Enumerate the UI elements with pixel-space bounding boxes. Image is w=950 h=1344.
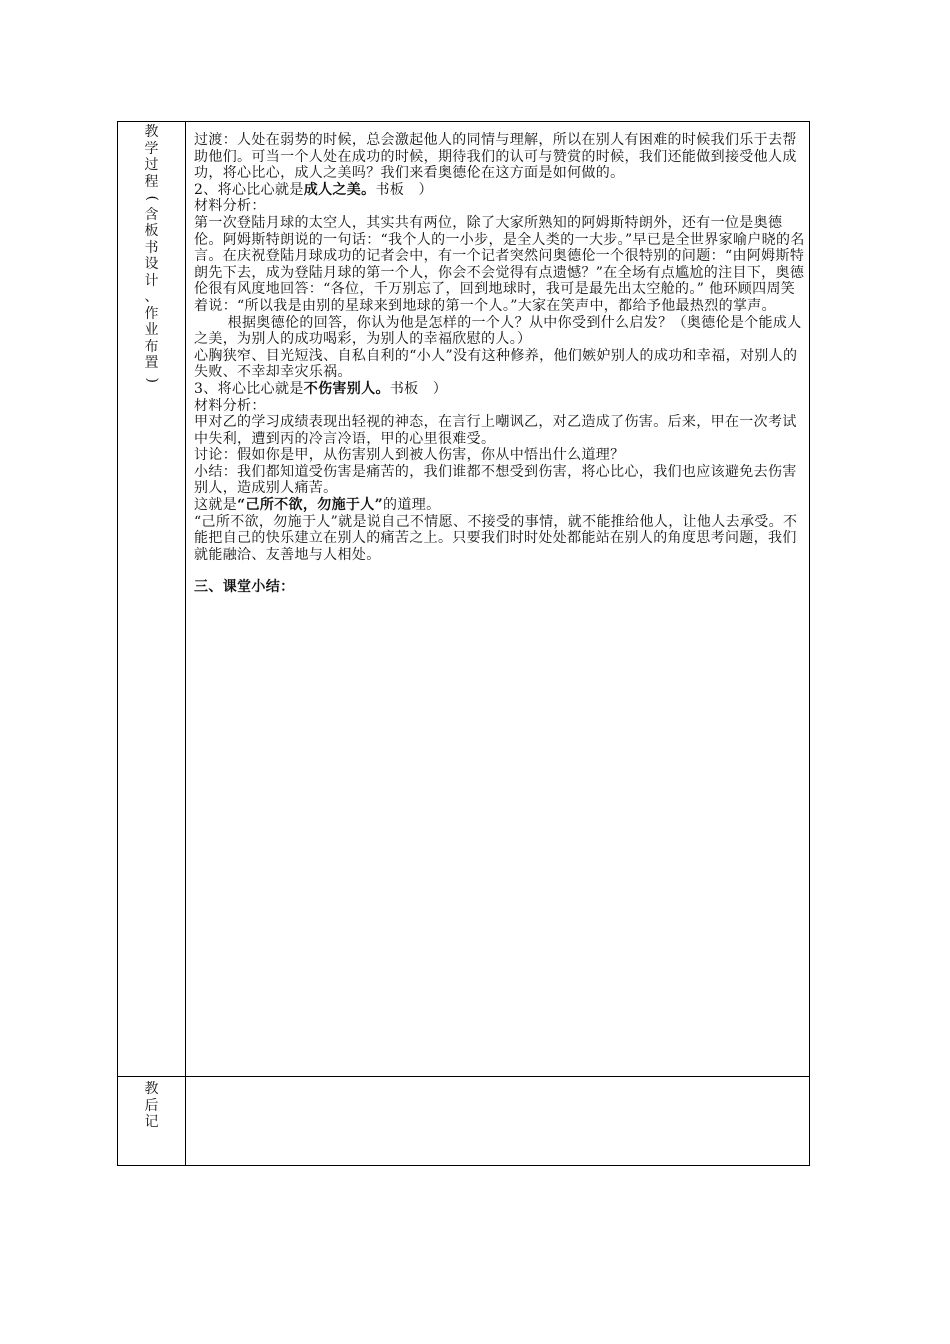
side-char: 后: [144, 1097, 159, 1114]
transition-paragraph: 过渡：人处在弱势的时候，总会激起他人的同情与理解，所以在别人有困难的时候我们乐于去帮助他们。可当一个人处在成功的时候，期待我们的认可与赞赏的时候，我们还能做到接受他人成功，将心比心，成人之美吗？我们来看奥德伦在这方面是如何做的。: [194, 132, 797, 182]
side-char: (: [143, 195, 160, 201]
side-label-reflection: [118, 1081, 185, 1131]
side-char: 布: [144, 338, 159, 355]
side-char: ): [143, 377, 160, 383]
point-3-bold: 不伤害别人。: [303, 380, 390, 397]
maxim-prefix: 这就是: [194, 497, 238, 514]
side-char: 记: [144, 1114, 159, 1130]
side-char: 学: [144, 140, 159, 157]
section-3-heading: 三、课堂小结：: [194, 579, 295, 596]
side-char: 教: [144, 124, 159, 140]
maxim: [194, 497, 806, 514]
material-label-1: 材料分析：: [194, 198, 266, 215]
summary: 小结：我们都知道受伤害是痛苦的，我们谁都不想受到伤害，将心比心，我们也应该避免去伤害别人，造成别人痛苦。: [194, 463, 797, 497]
point-2: [194, 182, 806, 199]
lesson-plan-table: [117, 121, 810, 1166]
point-3: [194, 381, 806, 398]
side-char: 、: [144, 289, 159, 305]
side-char: 业: [144, 322, 159, 338]
side-char: 含: [144, 206, 159, 223]
side-char: 置: [144, 355, 159, 371]
maxim-bold: “己所不欲，勿施于人”: [237, 497, 384, 514]
side-char: 作: [144, 305, 159, 322]
side-char: 设: [144, 256, 159, 272]
discussion: 讨论：假如你是甲，从伤害别人到被人伤害，你从中悟出什么道理？: [194, 447, 625, 464]
side-char: 教: [144, 1081, 159, 1097]
lesson-content: [194, 132, 806, 596]
point-3-suffix: 书板 ）: [389, 380, 448, 397]
point-2-bold: 成人之美。: [303, 181, 376, 198]
row-divider: [118, 1076, 809, 1077]
side-label-teaching-process: [118, 124, 185, 388]
point-2-prefix: 2、将心比心就是: [194, 181, 304, 198]
comment-1: 心胸狭窄、目光短浅、自私自利的“小人”没有这种修养，他们嫉妒别人的成功和幸福，对别人的失败、不幸却幸灾乐祸。: [194, 347, 798, 381]
maxim-suffix: 的道理。: [383, 497, 441, 514]
side-char: 书: [144, 239, 159, 256]
point-3-prefix: 3、将心比心就是: [194, 380, 304, 397]
maxim-explanation: “己所不欲，勿施于人”就是说自己不情愿、不接受的事情，就不能推给他人，让他人去承受。不能把自己的快乐建立在别人的痛苦之上。只要我们时时处处都能站在别人的角度思考问题，我们就能融洽、友善地与人相处。: [194, 513, 798, 563]
side-char: 过: [144, 157, 159, 173]
side-char: 程: [144, 173, 159, 190]
material-text-1: 第一次登陆月球的太空人，其实共有两位，除了大家所熟知的阿姆斯特朗外，还有一位是奥德伦。阿姆斯特朗说的一句话：“我个人的一小步，是全人类的一大步。”早已是全世界家喻户晓的名言。在庆祝登陆月球成功的记者会中，有一个记者突然问奥德伦一个很特别的问题：“由阿姆斯特朗先下去，成为登陆月球的第一个人，你会不会觉得有点遗憾？”在全场有点尴尬的注目下，奥德伦很有风度地回答：“各位，千万别忘了，回到地球时，我可是最先出太空舱的。” 他环顾四周笑着说：“所以我是由别的星球来到地球的第一个人。”大家在笑声中，都给予他最热烈的掌声。: [194, 214, 805, 314]
side-char: 板: [144, 223, 159, 239]
question-1: 根据奥德伦的回答，你认为他是怎样的一个人？从中你受到什么启发？（奥德伦是个能成人之美，为别人的成功喝彩，为别人的幸福欣慰的人。）: [194, 314, 802, 348]
column-divider: [185, 122, 186, 1165]
material-label-2: 材料分析：: [194, 397, 266, 414]
material-text-2: 甲对乙的学习成绩表现出轻视的神态，在言行上嘲讽乙，对乙造成了伤害。后来，甲在一次考试中失利，遭到丙的冷言冷语，甲的心里很难受。: [194, 414, 797, 447]
side-char: 计: [144, 272, 159, 289]
point-2-suffix: 书板 ）: [375, 181, 433, 198]
